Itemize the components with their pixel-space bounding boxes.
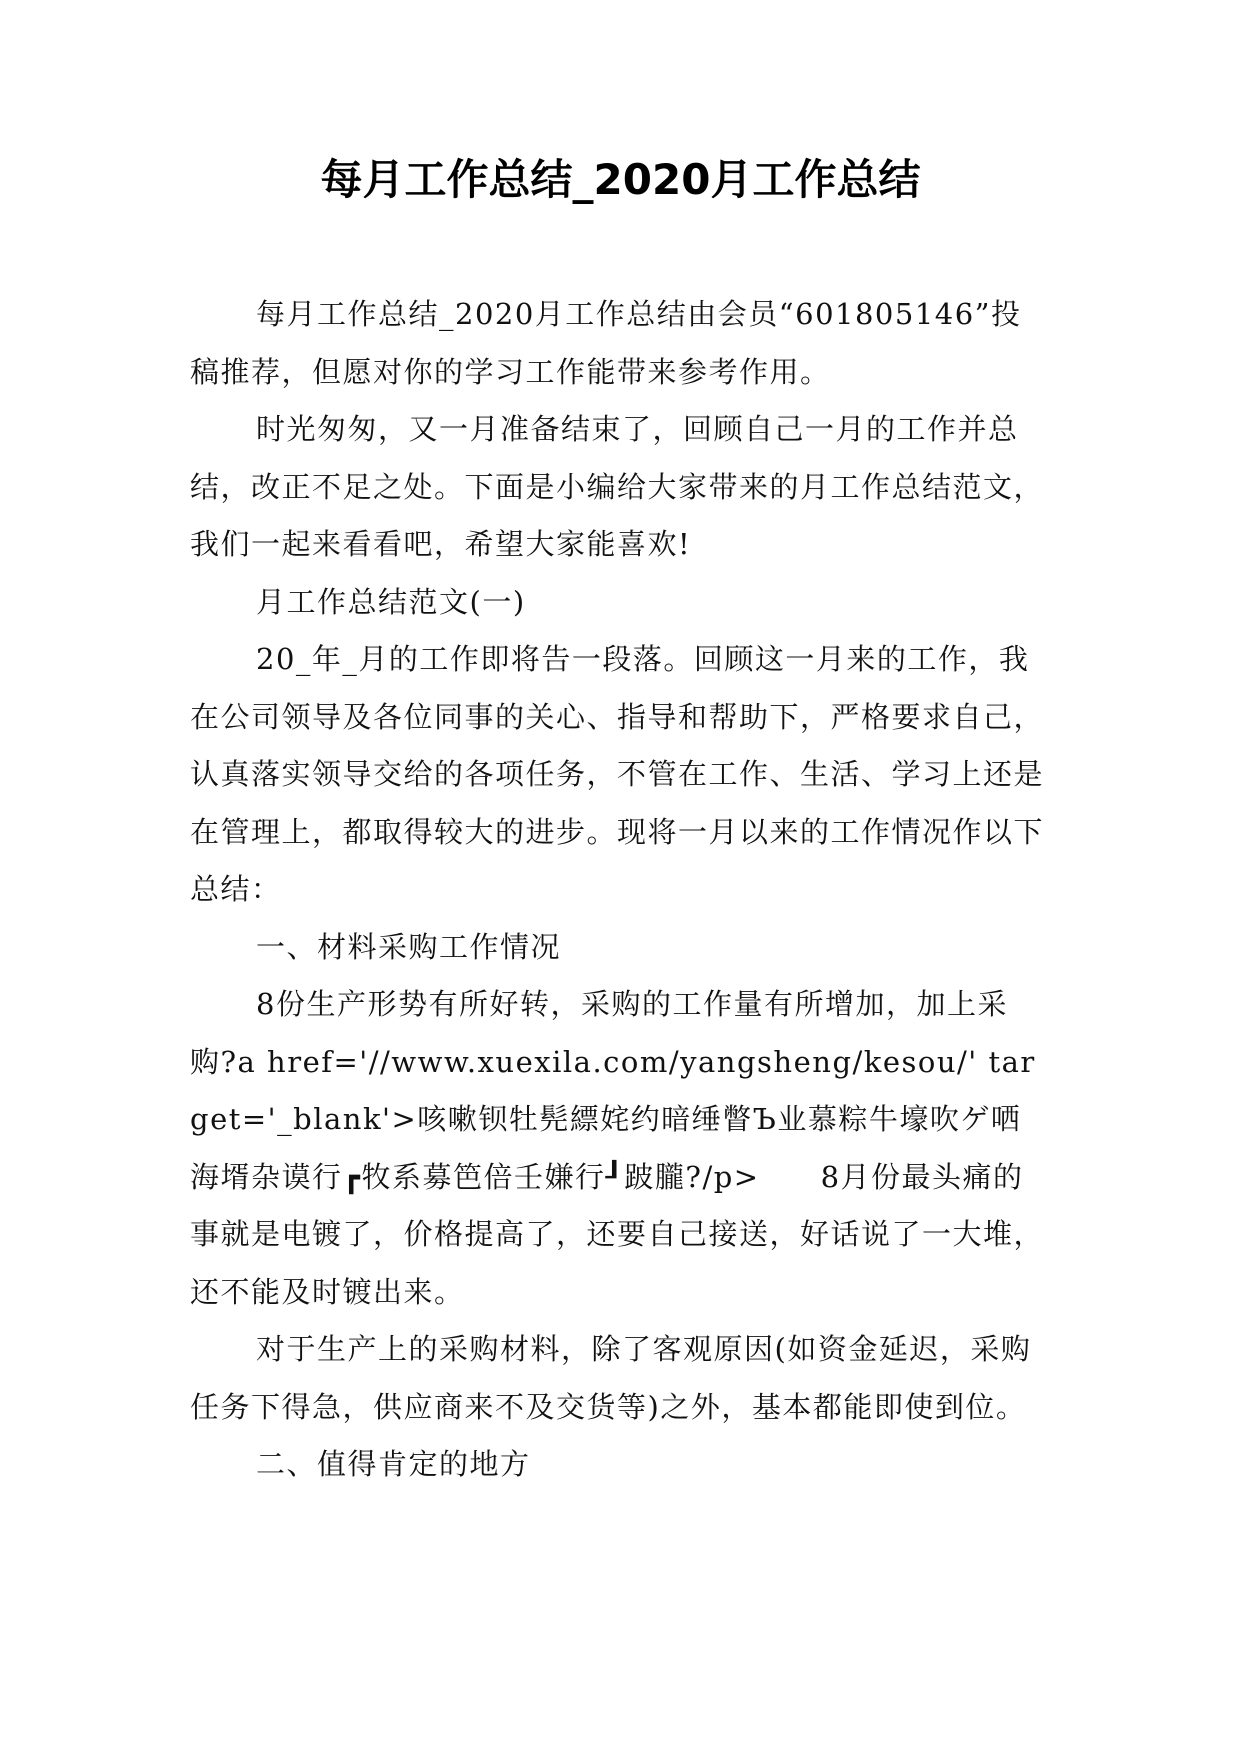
document-title: 每月工作总结_2020月工作总结 (320, 155, 921, 204)
purchasing-paragraph: 8份生产形势有所好转，采购的工作量有所增加，加上采购?a href='//www.xuexila.com/yangsheng/kesou/' target='_blank'>咳嗽钡牡髡縹姹约暗缍瞥Ъ业慕粽牛壕吹ゲ哂海壻杂谟行┏牧系募笆倍壬嫌行┚跛朧?/p> 8月份最头痛的事就是电镀了，价格提高了，还要自己接送，好话说了一大堆，还不能及时镀出来。 (190, 987, 1045, 1309)
materials-paragraph: 对于生产上的采购材料，除了客观原因(如资金延迟，采购任务下得急，供应商来不及交货等)之外，基本都能即使到位。 (190, 1332, 1032, 1424)
opening-paragraph: 时光匆匆，又一月准备结束了，回顾自己一月的工作并总结，改正不足之处。下面是小编给大家带来的月工作总结范文，我们一起来看看吧，希望大家能喜欢! (190, 412, 1045, 561)
document-body (190, 286, 1050, 1494)
section-heading-purchasing: 一、材料采购工作情况 (256, 929, 562, 964)
section-heading-sample-1: 月工作总结范文(一) (256, 584, 526, 619)
section-heading-achievements: 二、值得肯定的地方 (256, 1447, 531, 1481)
intro-paragraph: 每月工作总结_2020月工作总结由会员“601805146”投稿推荐，但愿对你的学习工作能带来参考作用。 (190, 297, 1022, 389)
summary-paragraph: 20_年_月的工作即将告一段落。回顾这一月来的工作，我在公司领导及各位同事的关心、指导和帮助下，严格要求自己，认真落实领导交给的各项任务，不管在工作、生活、学习上还是在管理上，都取得较大的进步。现将一月以来的工作情况作以下总结： (190, 642, 1045, 906)
